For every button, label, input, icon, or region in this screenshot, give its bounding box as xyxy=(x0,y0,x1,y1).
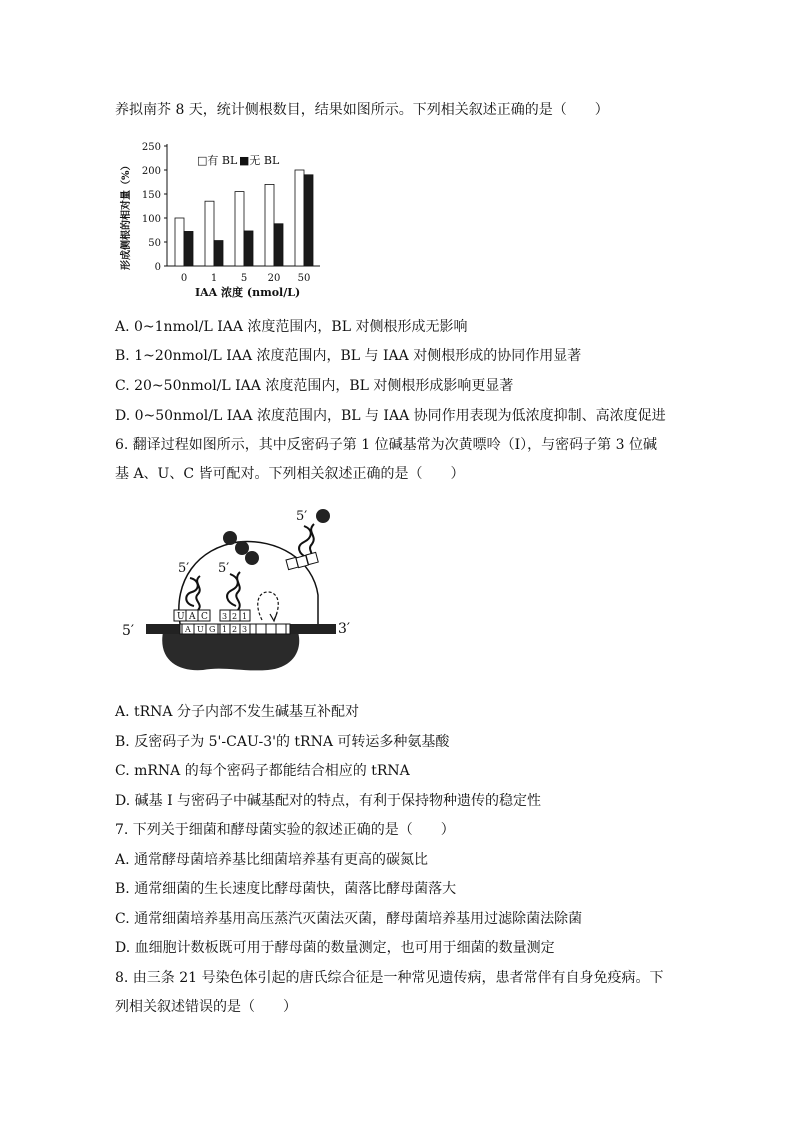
amino-acid-bead xyxy=(235,541,249,555)
bar-with-bl-0 xyxy=(175,218,184,266)
y-tick-label: 250 xyxy=(141,142,161,153)
q6-option-a: A. tRNA 分子内部不发生碱基互补配对 xyxy=(115,704,359,720)
trna-incoming-5prime-label: 5′ xyxy=(296,509,308,524)
chart-legend-without-bl: ■无 BL xyxy=(239,154,280,167)
q5-option-a: A. 0~1nmol/L IAA 浓度范围内，BL 对侧根形成无影响 xyxy=(115,319,468,335)
q5-option-c: C. 20~50nmol/L IAA 浓度范围内，BL 对侧根形成影响更显著 xyxy=(115,378,514,394)
bar-without-bl-0 xyxy=(184,231,193,266)
bar-without-bl-50 xyxy=(304,175,313,266)
q7-option-b: B. 通常细菌的生长速度比酵母菌快，菌落比酵母菌落大 xyxy=(115,881,457,897)
chart-x-axis-label: IAA 浓度 (nmol/L) xyxy=(195,286,301,299)
chart-legend-with-bl: □有 BL xyxy=(197,154,238,167)
q6-option-b: B. 反密码子为 5'-CAU-3'的 tRNA 可转运多种氨基酸 xyxy=(115,734,450,750)
bar-without-bl-20 xyxy=(274,224,283,266)
bar-with-bl-20 xyxy=(265,184,274,266)
bar-with-bl-5 xyxy=(235,192,244,266)
amino-acid-bead xyxy=(245,551,259,565)
anticodon-base-1: U xyxy=(177,612,185,622)
anticodon-pos-2: 2 xyxy=(232,612,238,621)
trna-left-5prime-label: 5′ xyxy=(178,561,190,576)
anticodon-base-3: C xyxy=(201,612,208,622)
codon-base-1: A xyxy=(185,625,191,634)
q7-stem: 7. 下列关于细菌和酵母菌实验的叙述正确的是（ ） xyxy=(115,822,455,838)
codon-pos-2: 2 xyxy=(232,625,238,634)
translation-diagram xyxy=(118,500,368,690)
y-tick-label: 100 xyxy=(141,214,161,225)
bar-with-bl-50 xyxy=(295,170,304,266)
q8-stem-line-1: 8. 由三条 21 号染色体引起的唐氏综合征是一种常见遗传病，患者常伴有自身免疫病。下 xyxy=(115,970,664,986)
codon-pos-1: 1 xyxy=(222,625,228,634)
q7-option-d: D. 血细胞计数板既可用于酵母菌的数量测定，也可用于细菌的数量测定 xyxy=(115,940,555,956)
q6-option-c: C. mRNA 的每个密码子都能结合相应的 tRNA xyxy=(115,763,410,779)
y-tick-label: 150 xyxy=(141,190,161,201)
entry-arrow xyxy=(258,592,279,620)
x-tick-label: 0 xyxy=(180,273,188,284)
amino-acid-bead xyxy=(223,531,237,545)
bar-without-bl-5 xyxy=(244,231,253,266)
mrna-codon-aug xyxy=(182,624,218,634)
codon-base-2: U xyxy=(197,625,204,634)
mrna-5prime-label: 5′ xyxy=(122,623,135,639)
trna-incoming xyxy=(286,509,330,570)
q7-option-a: A. 通常酵母菌培养基比细菌培养基有更高的碳氮比 xyxy=(115,852,429,868)
trna-middle-5prime-label: 5′ xyxy=(218,561,230,576)
codon-pos-3: 3 xyxy=(242,625,248,634)
q6-stem-line-2: 基 A、U、C 皆可配对。下列相关叙述正确的是（ ） xyxy=(115,466,465,482)
x-tick-label: 1 xyxy=(210,273,218,284)
codon-base-3: G xyxy=(209,625,216,634)
q7-option-c: C. 通常细菌培养基用高压蒸汽灭菌法灭菌，酵母菌培养基用过滤除菌法除菌 xyxy=(115,911,583,927)
mrna-3prime-label: 3′ xyxy=(338,621,351,637)
amino-acid-bead xyxy=(316,509,330,523)
lateral-root-bar-chart xyxy=(115,140,335,300)
x-tick-label: 5 xyxy=(240,273,248,284)
anticodon-base-2: A xyxy=(189,612,196,622)
bar-without-bl-1 xyxy=(214,241,223,266)
y-tick-label: 50 xyxy=(148,238,161,249)
q6-option-d: D. 碱基 I 与密码子中碱基配对的特点，有利于保持物种遗传的稳定性 xyxy=(115,793,542,809)
y-tick-label: 0 xyxy=(154,262,161,273)
anticodon-pos-1: 1 xyxy=(242,612,248,621)
mrna-codon-numbered xyxy=(220,624,250,634)
q5-option-d: D. 0~50nmol/L IAA 浓度范围内，BL 与 IAA 协同作用表现为低浓度抑制、高浓度促进 xyxy=(115,408,666,424)
chart-y-axis-label: 形成侧根的相对量（%） xyxy=(121,160,132,270)
q5-option-b: B. 1~20nmol/L IAA 浓度范围内，BL 与 IAA 对侧根形成的协同作用显著 xyxy=(115,348,582,364)
x-tick-label: 20 xyxy=(267,273,281,284)
x-tick-label: 50 xyxy=(297,273,311,284)
q8-stem-line-2: 列相关叙述错误的是（ ） xyxy=(115,999,297,1015)
trna-left xyxy=(174,561,210,622)
anticodon-pos-3: 3 xyxy=(222,612,228,621)
ribosome-small-subunit xyxy=(162,632,299,670)
q5-intro-text: 养拟南芥 8 天，统计侧根数目，结果如图所示。下列相关叙述正确的是（ ） xyxy=(115,102,609,118)
q6-stem-line-1: 6. 翻译过程如图所示，其中反密码子第 1 位碱基常为次黄嘌呤（I），与密码子第 3 位碱 xyxy=(115,437,657,453)
y-tick-label: 200 xyxy=(141,166,161,177)
bar-with-bl-1 xyxy=(205,201,214,266)
